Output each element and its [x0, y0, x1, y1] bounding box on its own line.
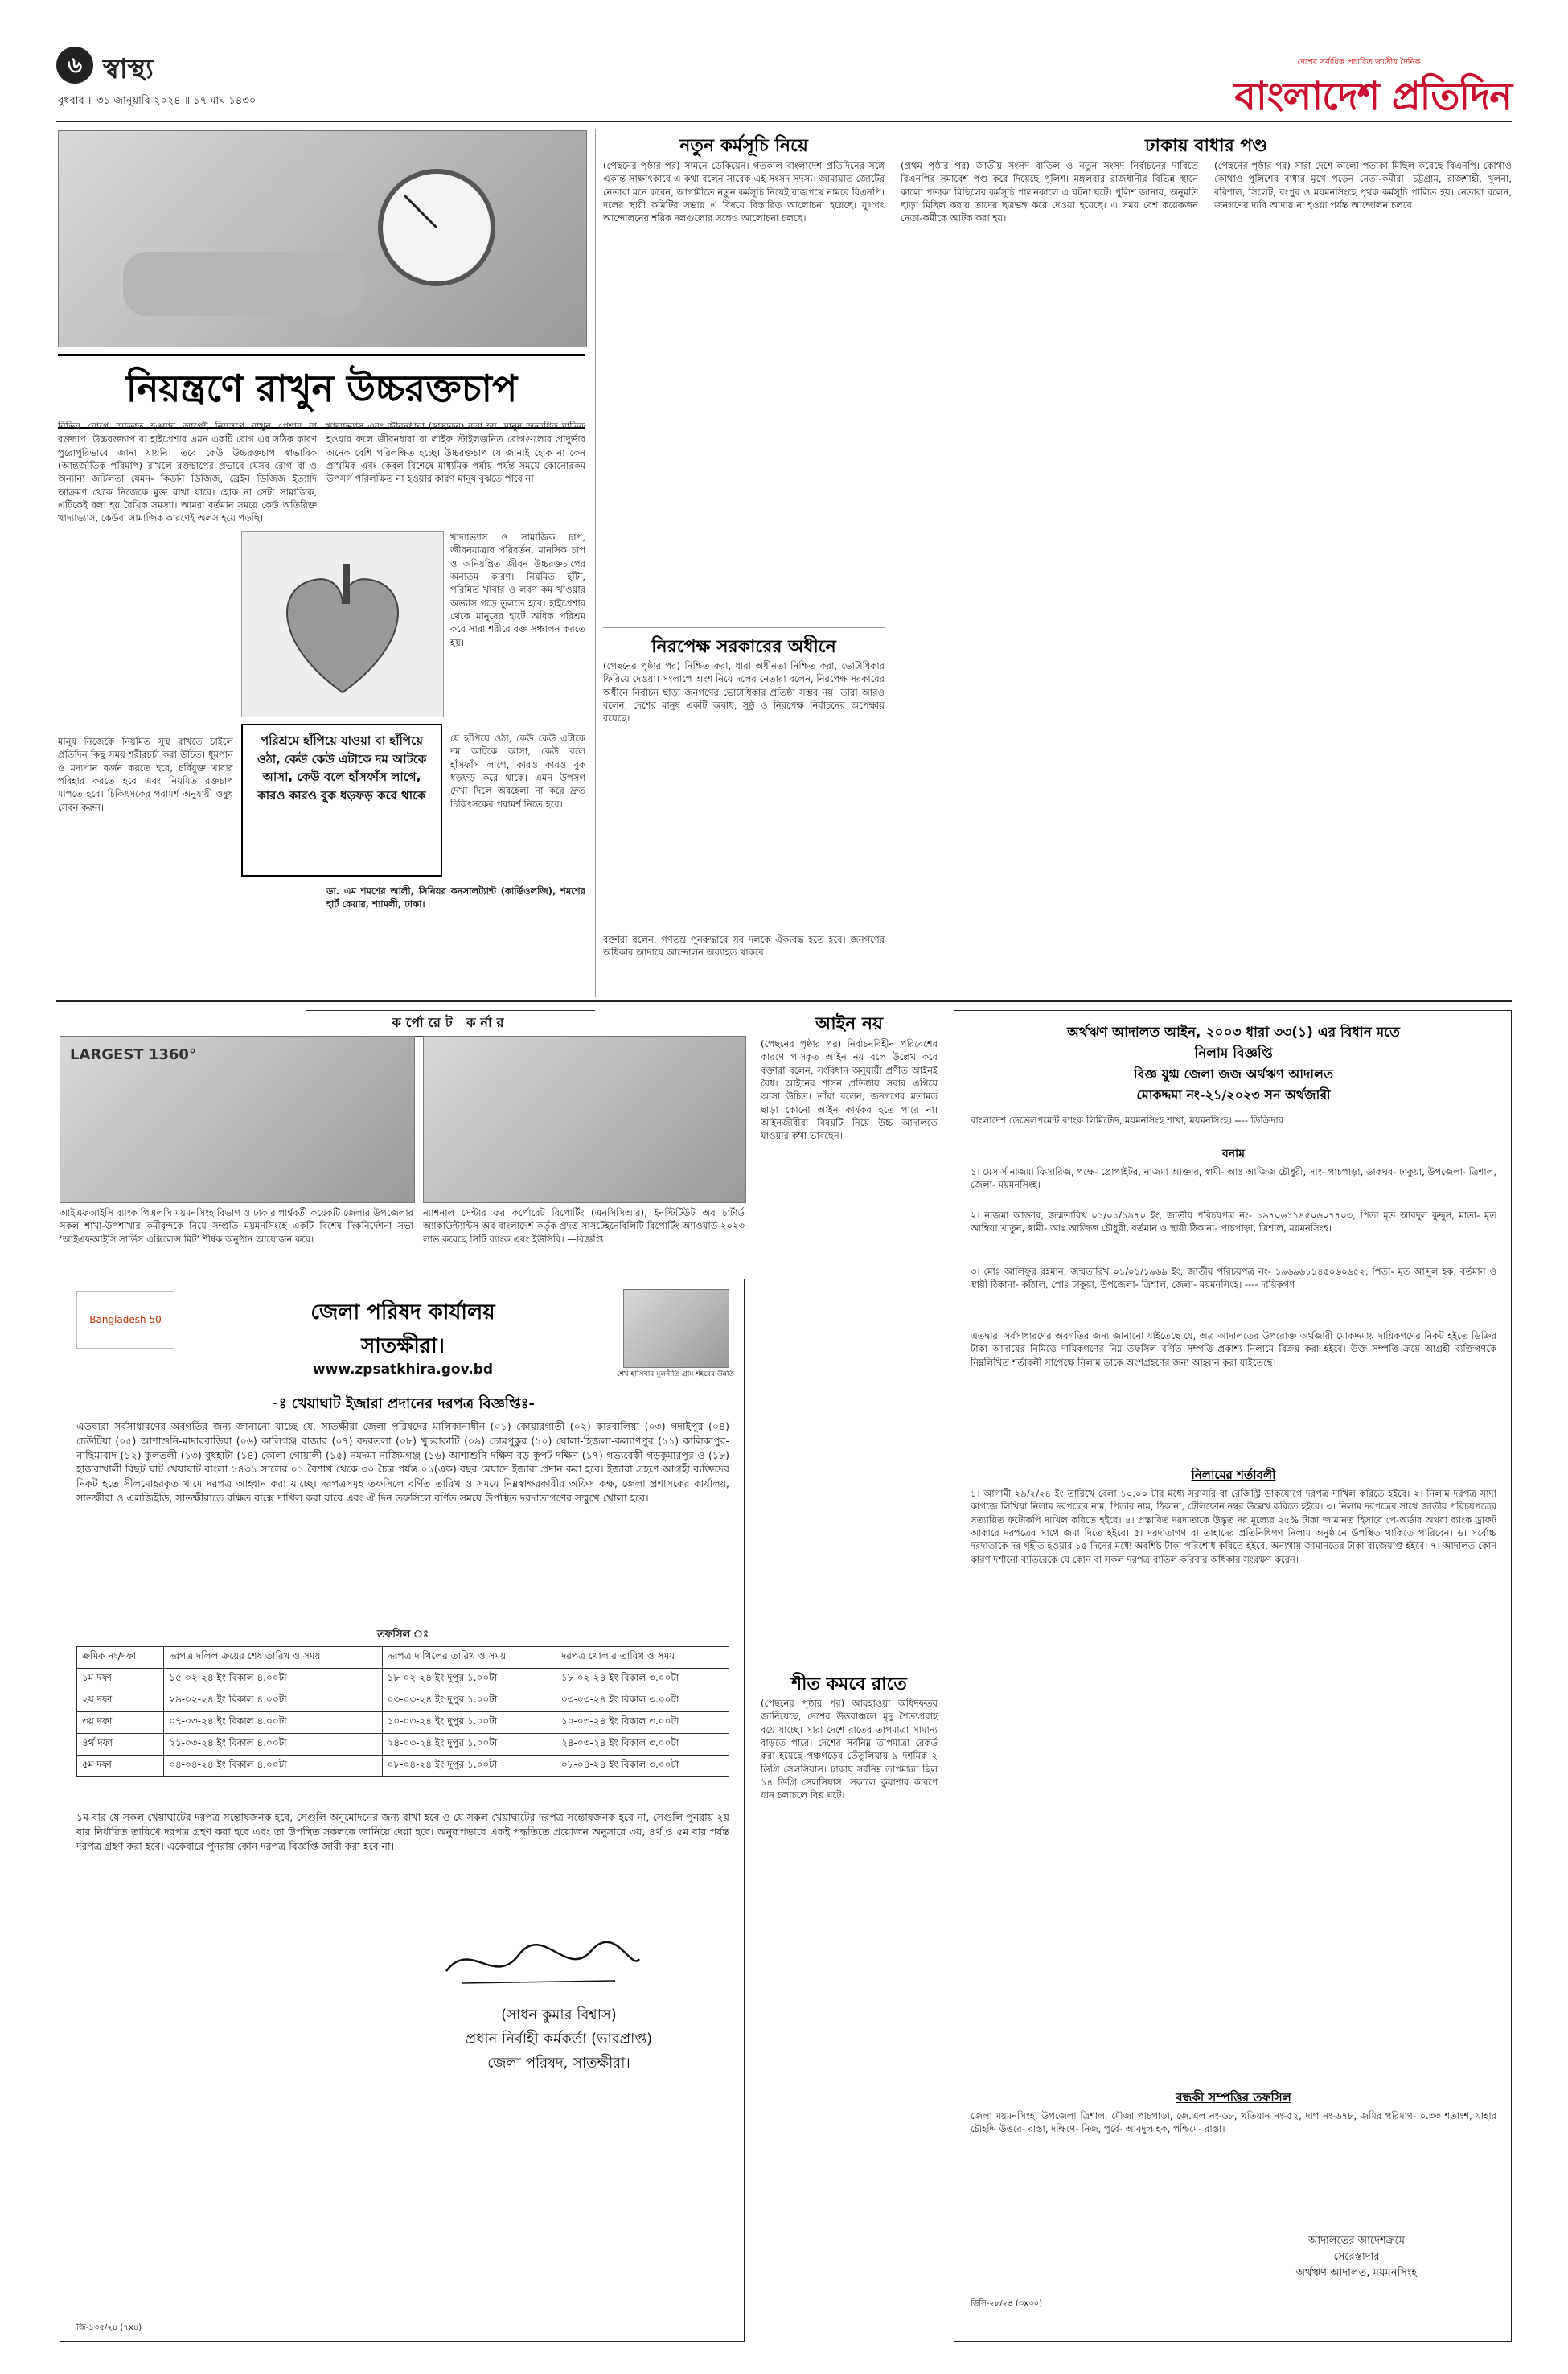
signer-office: জেলা পরিষদ, সাতক্ষীরা।	[487, 2055, 630, 2072]
corporate-photo-2	[423, 1036, 746, 1203]
court-intro: এতদ্বারা সর্বসাধারণের অবগতির জন্য জানানো যাইতেছে যে, অত্র আদালতের উপরোক্ত অর্থজারী মোকদ্দমায় দায়িকগণের নিকট হইতে ডিক্রির টাকা আদায়ের নিমিত্তে দায়িকগণের নিম্ন তফসিল বর্ণিত সম্পত্তি প্রকাশ্য নিলামে বিক্রয় করা হইবে। উক্ত সম্পত্তি ক্রয়ে আগ্রহী ব্যক্তিগণকে নিম্নলিখিত শর্তাবলী সাপেক্ষে নিলাম ডাকে অংশগ্রহণের জন্য আহ্বান করা যাইতেছে।	[971, 1330, 1496, 1368]
col-c-body-2: (পেছনের পৃষ্ঠার পর) আবহাওয়া অধিদফতর জানিয়েছে, দেশের উত্তরাঞ্চলে মৃদু শৈত্যপ্রবাহ বয়ে যাচ্ছে। সারা দেশে রাতের তাপমাত্রা সামান্য বাড়তে পারে। দেশের সর্বনিম্ন তাপমাত্রা রেকর্ড করা হয়েছে পঞ্চগড়ের তেঁতুলিয়ায় ৯ দশমিক ২ ডিগ্রি সেলসিয়াস। ঢাকায় সর্বনিম্ন তাপমাত্রা ছিল ১৪ ডিগ্রি সেলসিয়াস। সকালে কুয়াশার কারণে যান চলাচলে বিঘ্ন ঘটে।	[761, 1698, 938, 1801]
health-body-2: খাদ্যাভ্যাস এবং জীবনধারা (স্বাস্থ্যকর) বলা হয়। মানুষ অত্যধিক মাত্রিক হওয়ার ফলে জীবনধারা বা লাইফ স্টাইলজনিত রোগগুলোর প্রাদুর্ভাব অনেক বেশি পরিলক্ষিত হচ্ছে। উচ্চরক্তচাপ যে জানাই হোক না কেন প্রাথমিক এবং কেবল বিশেষে মাধ্যমিক পর্যায় পর্যন্ত সময়ে কোনোরকম উপসর্গ পরিলক্ষিত না হওয়ার কারণ মানুষ বুঝতে পারে না।	[326, 421, 585, 485]
pull-quote: পরিশ্রমে হাঁপিয়ে যাওয়া বা হাঁপিয়ে ওঠা, কেউ কেউ এটাকে দম আটকে আসা, কেউ বলে হাঁসফাঁস লাগে, কারও কারও বুক ধড়ফড় করে থাকে	[241, 724, 442, 877]
col-c-body-1: (পেছনের পৃষ্ঠার পর) নির্বাচনবিহীন পরিবেশের কারণে পাসকৃত আইন নয় বলে উল্লেখ করে বক্তারা বলেন, সংবিধান অনুযায়ী প্রণীত আইনই বৈধ। আইনের শাসন প্রতিষ্ঠায় সবার এগিয়ে আসা উচিত। তাঁরা বলেন, জনগণের মতামত ছাড়া কোনো আইন কার্যকর হতে পারে না। আইনজীবীরা বিষয়টি নিয়ে উচ্চ আদালতে যাওয়ার কথা ভাবছেন।	[761, 1038, 938, 1142]
signer-title: প্রধান নির্বাহী কর্মকর্তা (ভারপ্রাপ্ত)	[465, 2031, 653, 2047]
col-a-body-2: (পেছনের পৃষ্ঠার পর) নিশ্চিত করা, ধারা অধীনতা নিশ্চিত করা, ভোটাধিকার ফিরিয়ে দেওয়া। সংলাপে অংশ নিয়ে দলের নেতারা বলেন, নিরপেক্ষ সরকারের অধীনে নির্বাচন ছাড়া জনগণের ভোটাধিকার প্রতিষ্ঠা সম্ভব নয়। তারা আরও বলেন, দেশের মানুষ একটি অবাধ, সুষ্ঠু ও নিরপেক্ষ নির্বাচনের অপেক্ষায় রয়েছে।	[603, 660, 885, 725]
signature	[438, 1931, 647, 1995]
table-cell: ১ম দফা	[77, 1669, 164, 1690]
schedule-table	[76, 1646, 729, 1777]
court-schedule-title: বন্ধকী সম্পত্তির তফসিল	[1176, 2090, 1291, 2105]
health-byline: ডা. এম শমশের আলী, সিনিয়র কনসালট্যান্ট (কার্ডিওলজি), শমশের হার্ট কেয়ার, শ্যামলী, ঢাকা।	[326, 885, 585, 910]
notice-title: -ঃ খেয়াঘাট ইজারা প্রদানের দরপত্র বিজ্ঞপ্তিঃ-	[271, 1395, 535, 1412]
court-auction-ad	[954, 1010, 1512, 2342]
col-a-sub-headline: নিরপেক্ষ সরকারের অধীনে	[603, 627, 885, 663]
ad-footer-body: ১ম বার যে সকল খেয়াঘাটের দরপত্র সন্তোষজনক হবে, সেগুলি অনুমোদনের জন্য রাখা হবে ও যে সকল খেয়াঘাটের দরপত্র সন্তোষজনক হবে না, সেগুলি পুনরায় ২য় বার নির্ধারিত তারিখে দরপত্র গ্রহণ করা হবে এবং তা উপস্থিত সকলকে জানিয়ে দেয়া হবে। অনুরূপভাবে একই পদ্ধতিতে প্রয়োজন অনুসারে ৩য়, ৪র্থ ও ৫ম বার পর্যন্ত দরপত্র গ্রহণ করা হবে। একেবারে পুনরায় কোন দরপত্র বিজ্ঞপ্তি জারী করা হবে না।	[76, 1811, 729, 1852]
table-header-row	[77, 1647, 729, 1669]
blood-pressure-photo	[58, 130, 587, 347]
table-cell: ৩য় দফা	[77, 1712, 164, 1734]
heart-diagram	[241, 531, 444, 717]
court-terms-title: নিলামের শর্তাবলী	[1191, 1468, 1276, 1482]
corporate-caption-2: ন্যাশনাল সেন্টার ফর কর্পোরেট রিপোর্টিং (এনসিসিআর), ইনস্টিটিউট অব চার্টার্ড অ্যাকাউন্ট্যান্টস অব বাংলাদেশ কর্তৃক প্রদত্ত সাসটেইনেবিলিটি রিপোর্টিং অ্যাওয়ার্ড ২০২৩ লাভ করেছে সিটি ব্যাংক এবং ইউসিবি। —বিজ্ঞপ্তি	[423, 1207, 745, 1245]
court-vs: বনাম	[1222, 1148, 1245, 1160]
table-cell: ০৮-০৪-২৪ ইং দুপুর ১.০০টা	[382, 1756, 556, 1777]
table-cell: ২৪-০৩-২৪ ইং দুপুর ১.০০টা	[382, 1734, 556, 1756]
table-cell: ১৫-০২-২৪ ইং বিকাল ৪.০০টা	[164, 1669, 382, 1690]
table-cell: ১০-০৩-২৪ ইং দুপুর ১.০০টা	[382, 1712, 556, 1734]
court-terms: ১। আগামী ২৯/২/২৪ ইং তারিখে বেলা ১০.০০ টার মধ্যে সরাসরি বা রেজিস্ট্রি ডাকযোগে দরপত্র দাখিল করিতে হইবে। ২। নিলাম দরপত্র সাদা কাগজে লিখিয়া নিলাম দরপত্রের নাম, পিতার নাম, ঠিকানা, টেলিফোন নম্বর উল্লেখ করিতে হইবে। ৩। নিলাম দরপত্রের সাথে জাতীয় পরিচয়পত্রের সত্যায়িত ফটোকপি দাখিল করিতে হইবে। ৪। প্রস্তাবিত দরদাতাকে উদ্ধৃত দর মূল্যের ২৫% টাকা জামানত হিসাবে পে-অর্ডার অথবা ব্যাংক ড্রাফট আকারে দরপত্রের সাথে জমা দিতে হইবে। ৫। দরদাতাগণ বা তাহাদের প্রতিনিধিগণ নিলাম অনুষ্ঠানে উপস্থিত থাকিতে পারিবেন। ৬। সর্বোচ্চ দরদাতাকে দর গৃহীত হওয়ার ১৫ দিনের মধ্যে অবশিষ্ট টাকা পরিশোধ করিতে হইবে, অন্যথায় জামানতের টাকা বাজেয়াপ্ত হইবে। ৭। আদালত কোন কারণ দর্শানো ব্যতিরেকে যে কোন বা সকল দরপত্র বাতিল করিবার অধিকার সংরক্ষণ করেন।	[971, 1488, 1496, 1565]
ad-org-name: জেলা পরিষদ কার্যালয়	[310, 1300, 495, 1325]
table-cell: ০৩-০৩-২৪ ইং বিকাল ৩.০০টা	[556, 1690, 729, 1712]
table-cell: ০৮-০৪-২৪ ইং বিকাল ৩.০০টা	[556, 1756, 729, 1777]
ad-ref: জি-১৩৫/২৪ (৭x৪)	[76, 2323, 142, 2332]
col-a-headline: নতুন কর্মসূচি নিয়ে	[679, 135, 808, 156]
court-head-2: নিলাম বিজ্ঞপ্তি	[1194, 1045, 1273, 1062]
logo-tagline: দেশের সর্বাধিক প্রচারিত জাতীয় দৈনিক	[1297, 58, 1421, 67]
table-cell: ২৯-০২-২৪ ইং বিকাল ৪.০০টা	[164, 1690, 382, 1712]
signer-name: (সাধন কুমার বিশ্বাস)	[501, 2006, 617, 2023]
col-c-headline: আইন নয়	[815, 1013, 883, 1034]
table-row	[77, 1734, 729, 1756]
table-cell: ০৭-০৩-২৪ ইং বিকাল ৪.০০টা	[164, 1712, 382, 1734]
section-rule	[56, 1000, 1512, 1002]
corporate-photo-1	[60, 1036, 415, 1203]
gauge-icon	[59, 131, 586, 347]
anniversary-emblem: Bangladesh 50	[76, 1291, 174, 1349]
table-cell: ১০-০৩-২৪ ইং বিকাল ৩.০০টা	[556, 1712, 729, 1734]
health-body-4: মানুষ নিজেকে নিয়মিত সুস্থ রাখতে চাইলে প্রতিদিন কিছু সময় শরীরচর্চা করা উচিত। ধূমপান ও মদ্যপান বর্জন করতে হবে, চর্বিযুক্ত খাবার পরিহার করতে হবে এবং নিয়মিত রক্তচাপ মাপতে হবে। চিকিৎসকের পরামর্শ অনুযায়ী ওষুধ সেবন করুন।	[58, 736, 233, 813]
table-cell: ২৪-০৩-২৪ ইং বিকাল ৩.০০টা	[556, 1734, 729, 1756]
table-cell: ১৮-০২-২৪ ইং বিকাল ৩.০০টা	[556, 1669, 729, 1690]
court-head-4: মোকদ্দমা নং-২১/২০২৩ সন অর্থজারী	[1136, 1087, 1331, 1103]
table-row	[77, 1712, 729, 1734]
court-head-1: অর্থঋণ আদালত আইন, ২০০৩ ধারা ৩৩(১) এর বিধান মতে	[1067, 1025, 1400, 1041]
health-body-1: বিভিন্ন রোগে আক্রান্ত হওয়ার আগেই নিয়ন্ত্রণে রাখুন প্রেশার বা রক্তচাপ। উচ্চরক্তচাপ বা হাইপ্রেশার এমন একটি রোগ এর সঠিক কারণ পুরোপুরিভাবে জানা যায়নি। তবে কেউ উচ্চরক্তচাপ স্বাভাবিক (আন্তর্জাতিক পরিমাপ) রাখলে রক্তচাপের প্রভাবে যেসব রোগ বা ও অন্যান্য জটিলতা যেমন- কিডনি ডিজিজ, ব্রেইন ডিজিজ ইত্যাদি আক্রমণ থেকে নিজেকে মুক্ত রাখা যাবে। হোক না সেটা সামাজিক, এটিকেই বলা হয় রৈখিক সমস্যা। আমরা বর্তমান সময়ে কেউ অতিরিক্ত খাদ্যাভ্যাস, কেউবা সামাজিক কারণেই অলস হয়ে পড়ছি।	[58, 421, 317, 524]
court-ref: ডিসি-২৮/২৪ (৩x৩০)	[971, 2299, 1043, 2308]
court-defendant-3: ৩। মোঃ আলিফুর রহমান, জন্মতারিখ ০১/০১/১৯৬৯ ইং, জাতীয় পরিচয়পত্র নং- ১৯৬৯৬১১৪৫০৬০৬৫২, পিতা- মৃত আব্দুল হক, বর্তমান ও স্থায়ী ঠিকানা- কাঁঠাল, পোঃ ঢাকুয়া, উপজেলা- ত্রিশাল, জেলা- ময়মনসিংহ। ---- দায়িকগণ	[971, 1266, 1496, 1291]
court-plaintiff: বাংলাদেশ ডেভেলপমেন্ট ব্যাংক লিমিটেড, ময়মনসিংহ শাখা, ময়মনসিংহ। ---- ডিক্রিদার	[971, 1115, 1283, 1126]
table-cell: ০৩-০৩-২৪ ইং দুপুর ১.০০টা	[382, 1690, 556, 1712]
table-cell: ৪র্থ দফা	[77, 1734, 164, 1756]
health-body-5: যে হাঁপিয়ে ওঠা, কেউ কেউ এটাকে দম আটকে আসা, কেউ বলে হাঁসফাঁস লাগে, কারও কারও বুক ধড়ফড় করে থাকে। এমন উপসর্গ দেখা দিলে অবহেলা না করে দ্রুত চিকিৎসকের পরামর্শ নিতে হবে।	[450, 733, 585, 810]
court-schedule: জেলা ময়মনসিংহ, উপজেলা ত্রিশাল, মৌজা পাচপাড়া, জে.এল নং-৬৮, খতিয়ান নং-৫২, দাগ নং-৬৭৮, জমির পরিমাণ- ০.৩৩ শতাংশ, যাহার চৌহদ্দি উত্তরে- রাস্তা, দক্ষিণে- নিজ, পূর্বে- আবদুল হক, পশ্চিমে- রাস্তা।	[971, 2110, 1496, 2135]
health-body-3: খাদ্যাভ্যাস ও সামাজিক চাপ, জীবনযাত্রার পরিবর্তন, মানসিক চাপ ও অনিয়ন্ত্রিত জীবন উচ্চরক্তচাপের অন্যতম কারণ। নিয়মিত হাঁটা, পরিমিত খাবার ও লবণ কম খাওয়ার অভ্যাস গড়ে তুলতে হবে। হাইপ্রেশার থেকে মানুষের হার্টে অধিক পরিশ্রম করে সারা শরীরে রক্ত সঞ্চালন করতে হয়।	[450, 532, 585, 648]
table-row	[77, 1756, 729, 1777]
table-row	[77, 1669, 729, 1690]
masthead-logo: বাংলাদেশ প্রতিদিন	[1234, 74, 1512, 119]
page-number-badge: ৬	[56, 47, 93, 84]
ad-website: www.zpsatkhira.gov.bd	[312, 1362, 494, 1378]
table-row	[77, 1690, 729, 1712]
table-header-cell: দরপত্র খোলার তারিখ ও সময়	[556, 1647, 729, 1669]
col-b-headline: ঢাকায় বাধার পণ্ড	[1145, 135, 1267, 156]
col-b-body-2: (পেছনের পৃষ্ঠার পর) সারা দেশে কালো পতাকা মিছিল করেছে বিএনপি। কোথাও কোথাও পুলিশের বাধার মুখে পড়েন নেতা-কর্মীরা। চট্টগ্রাম, রাজশাহী, খুলনা, বরিশাল, সিলেট, রংপুর ও ময়মনসিংহে পৃথক কর্মসূচি পালিত হয়। নেতারা বলেন, জনগণের দাবি আদায় না হওয়া পর্যন্ত আন্দোলন চলবে।	[1214, 160, 1512, 211]
table-header-cell: দরপত্র দাখিলের তারিখ ও সময়	[382, 1647, 556, 1669]
col-a-body-3: বক্তারা বলেন, গণতন্ত্র পুনরুদ্ধারে সব দলকে ঐক্যবদ্ধ হতে হবে। জনগণের অধিকার আদায়ে আন্দোলন অব্যাহত থাকবে।	[603, 934, 885, 959]
heart-icon	[242, 532, 443, 717]
corporate-corner-title: কর্পোরেট কর্নার	[306, 1010, 595, 1037]
masthead-rule	[56, 121, 1512, 122]
section-title: স্বাস্থ্য	[103, 53, 154, 85]
table-cell: ০৪-০৪-২৪ ইং বিকাল ৪.০০টা	[164, 1756, 382, 1777]
corporate-caption-1: আইএফআইসি ব্যাংক পিএলসি ময়মনসিংহ বিভাগ ও ঢাকার পার্শ্ববর্তী কয়েকটি জেলার উপজেলার সকল শাখা-উপশাখার কর্মীবৃন্দকে নিয়ে সম্প্রতি ময়মনসিংহে একটি বিশেষ দিকনির্দেশনা সভা ‘আইএফআইসি সার্ভিস এক্সিলেন্স মিট’ শীর্ষক অনুষ্ঠান আয়োজন করে।	[60, 1207, 413, 1245]
col-b-body-1: (প্রথম পৃষ্ঠার পর) জাতীয় সংসদ বাতিল ও নতুন সংসদ নির্বাচনের দাবিতে বিএনপির সমাবেশ পণ্ড করে দিয়েছে পুলিশ। মঙ্গলবার রাজধানীর বিভিন্ন স্থানে কালো পতাকা মিছিলের কর্মসূচি পালনকালে এ ঘটনা ঘটে। পুলিশ জানায়, অনুমতি ছাড়া মিছিল করায় তাদের ছত্রভঙ্গ করে দেওয়া হয়েছে। এ সময় বেশ কয়েকজন নেতা-কর্মীকে আটক করা হয়।	[901, 160, 1198, 224]
table-title: তফসিল ঃ	[377, 1629, 429, 1641]
table-cell: ১৮-০২-২৪ ইং দুপুর ১.০০টা	[382, 1669, 556, 1690]
col-c-sub-headline: শীত কমবে রাতে	[761, 1665, 938, 1700]
portrait-photo	[623, 1289, 729, 1368]
table-cell: ২য় দফা	[77, 1690, 164, 1712]
signature-scribble-icon	[438, 1931, 647, 1995]
table-header-cell: ক্রমিক নং/দফা	[77, 1647, 164, 1669]
table-header-cell: দরপত্র দলিল ক্রয়ের শেষ তারিখ ও সময়	[164, 1647, 382, 1669]
health-headline: নিয়ন্ত্রণে রাখুন উচ্চরক্তচাপ	[58, 354, 585, 429]
issue-date: বুধবার ॥ ৩১ জানুয়ারি ২০২৪ ॥ ১৭ মাঘ ১৪৩০	[58, 95, 257, 107]
court-sign-2: সেরেস্তাদার	[1333, 2251, 1380, 2263]
column-divider	[595, 129, 596, 997]
court-defendant-2: ২। নাজমা আক্তার, জন্মতারিখ ০১/০১/১৯৭০ ইং, জাতীয় পরিচয়পত্র নং- ১৯৭০৬১১৪৫০৬০৭৭০৩, পিতা মৃত আবদুল কুদ্দুস, মাতা- মৃত আম্বিয়া খাতুন, স্বামী- আঃ আজিজ চৌধুরী, বর্তমান ও স্থায়ী ঠিকানা- পাচপাড়া, ত্রিশাল, ময়মনসিংহ।	[971, 1210, 1496, 1234]
court-head-3: বিজ্ঞ যুগ্ম জেলা জজ অর্থঋণ আদালত	[1134, 1066, 1333, 1082]
col-a-body-1: (পেছনের পৃষ্ঠার পর) সামনে ডেকিয়েন। গতকাল বাংলাদেশ প্রতিদিনের সঙ্গে একান্ত সাক্ষাৎকারে এ কথা বলেন সাবেক এই সংসদ সদস্য। জামায়াত জোটের নেতারা মনে করেন, আগামীতে নতুন কর্মসূচি নিয়েই রাজপথে নামবে বিএনপি। দলের স্থায়ী কমিটির সভায় এ বিষয়ে বিস্তারিত আলোচনা হয়েছে। যুগপৎ আন্দোলনের শরিক দলগুলোর সঙ্গেও আলোচনা চলছে।	[603, 160, 885, 224]
ad-body: এতদ্বারা সর্বসাধারণের অবগতির জন্য জানানো যাচ্ছে যে, সাতক্ষীরা জেলা পরিষদের মালিকানাধীন (০১) কোয়ারগাতী (০২) কারবালিয়া (০৩) গদাইপুর (০৪) চেউটিয়া (০৫) আশাশুনি-মাদারবাড়িয়া (০৬) কালিগঞ্জ বাজার (০৭) বদরতলা (০৮) খুচরাকাটি (০৯) চোমপুকুর (১০) ঘোলা-হিজলা-কল্যাণপুর (১১) কালিকাপুর-নাছিমাবাদ (১২) কুলতলী (১৩) বুধহাটা (১৪) কোলা-গোয়ালী (১৫) নমদমা-নাজিমগঞ্জ (১৬) আশাশুনি-দক্ষিণ বড় কুপট দক্ষিণ (১৭) গভ্যবেকী-গড়কুমারপুর ও (১৮) হাজরাখালী বিছট ঘাট খেয়াঘাট বাংলা ১৪৩১ সালের ০১ বৈশাখ থেকে ৩০ চৈত্র পর্যন্ত ০১(এক) বছর মেয়াদে ইজারা প্রদান করা হবে। ইজারা গ্রহণে আগ্রহী ব্যক্তিদের নিকট হতে সীলমোহরকৃত খামে দরপত্র আহ্বান করা যাচ্ছে। দরপত্রসমূহ তফসিলে বর্ণিত তারিখ ও সময়ে নিম্নস্বাক্ষরকারীর অফিস কক্ষ, জেলা প্রশাসকের কার্যালয়, সাতক্ষীরা ও এলজিইডি, সাতক্ষীরাতে রক্ষিত বাক্সে দাখিল করা যাবে এবং ঐ দিন তফসিলে বর্ণিত সময়ে উপস্থিত দরদাতাগণের সম্মুখে খোলা হবে।	[76, 1420, 729, 1504]
court-sign-3: অর্থঋণ আদালত, ময়মনসিংহ	[1295, 2267, 1418, 2279]
corporate-banner: LARGEST 1360°	[70, 1046, 196, 1063]
court-sign-1: আদালতের আদেশক্রমে	[1308, 2235, 1405, 2247]
portrait-caption: শেখ হাসিনার মূলনীতি গ্রাম শহরের উন্নতি	[616, 1370, 735, 1378]
table-cell: ৫ম দফা	[77, 1756, 164, 1777]
table-cell: ২১-০৩-২৪ ইং বিকাল ৪.০০টা	[164, 1734, 382, 1756]
zila-parishad-ad	[60, 1279, 745, 2342]
court-defendant-1: ১। মেসার্স নাজমা ফিসারিজ, পক্ষে- প্রোপাইটর, নাজমা আক্তার, স্বামী- আঃ আজিজ চৌধুরী, সাং- পাচপাড়া, ডাকঘর- ঢাকুয়া, উপজেলা- ত্রিশাল, জেলা- ময়মনসিংহ।	[971, 1166, 1496, 1191]
ad-district: সাতক্ষীরা।	[361, 1334, 445, 1358]
